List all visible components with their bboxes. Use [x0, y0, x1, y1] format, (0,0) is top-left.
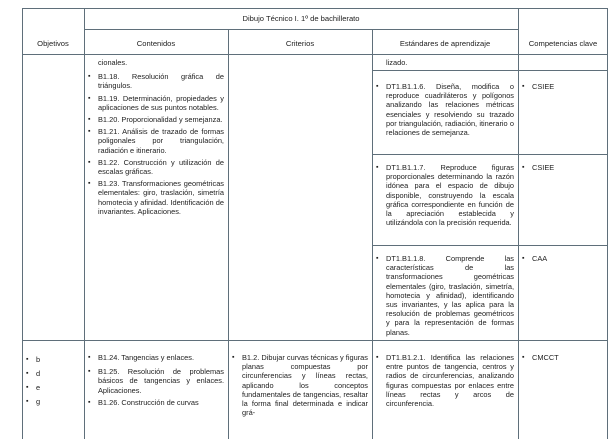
objetivo-text: g	[36, 397, 41, 406]
contenido-text: B1.21. Análisis de trazado de formas poligonales por triangulación, radiación e itinerario.	[98, 127, 224, 155]
contenidos-continued: cionales.	[98, 58, 128, 67]
list-item	[88, 127, 224, 155]
bullet-icon: ▪	[88, 116, 91, 124]
estandar-text: DT1.B1.1.8. Comprende las características de las transformaciones geométricas elementales (giro, traslación, simetría, homotecia y afinidad), identificando sus invariantes, y las aplica para la resolución de problemas geométricos y para la representación de formas planas.	[386, 254, 514, 337]
estandares-continued: lizado.	[386, 58, 408, 67]
bullet-icon: ▪	[26, 370, 29, 377]
contenido-text: B1.20. Proporcionalidad y semejanza.	[98, 115, 223, 125]
col-divider-1	[84, 8, 85, 439]
table-border-right	[607, 8, 608, 439]
bullet-icon: ▪	[232, 354, 235, 361]
list-item	[376, 353, 514, 408]
list-item	[88, 179, 224, 216]
row1-contenidos	[88, 58, 224, 216]
bullet-icon: ▪	[522, 164, 525, 171]
contenido-text: B1.23. Transformaciones geométricas elementales: giro, traslación, simetría homotecia y afinidad. Identificación de invariantes. Aplicaciones.	[98, 179, 224, 216]
objetivo-text: e	[36, 383, 41, 392]
competencia-text: CAA	[532, 254, 548, 263]
objetivo-text: b	[36, 355, 41, 364]
list-item	[26, 367, 80, 381]
estandar-text: DT1.B1.1.6. Diseña, modifica o reproduce cuadriláteros y polígonos analizando las relaciones métricas esenciales y resolviendo su trazado por triangulación, radiación, itinerario o relaciones de semejanza.	[386, 82, 514, 138]
estandares-divider-1	[372, 70, 608, 71]
row-divider	[22, 340, 608, 341]
contenidos-list	[88, 72, 224, 216]
header-divider	[22, 54, 608, 55]
bullet-icon: ▪	[376, 164, 379, 171]
bullet-icon: ▪	[26, 384, 29, 391]
table-border-top	[22, 8, 608, 9]
col-divider-2	[228, 29, 229, 439]
estandar-2	[376, 163, 514, 227]
list-item	[26, 395, 80, 409]
header-objetivos: Objetivos	[37, 39, 69, 48]
bullet-icon: ▪	[88, 354, 91, 361]
row2-contenidos	[88, 353, 224, 407]
contenido-text: B1.18. Resolución gráfica de triángulos.	[98, 72, 224, 91]
competencia-text: CSIEE	[532, 163, 555, 172]
title-divider	[84, 29, 518, 30]
table-border-left	[22, 8, 23, 439]
bullet-icon: ▪	[376, 83, 379, 90]
list-item	[88, 398, 224, 407]
bullet-icon: ▪	[522, 83, 525, 90]
bullet-icon: ▪	[88, 73, 91, 81]
bullet-icon: ▪	[88, 128, 91, 136]
estandar-3	[376, 254, 514, 337]
list-item	[522, 82, 606, 91]
competencia-2	[522, 163, 606, 172]
bullet-icon: ▪	[376, 255, 379, 262]
table-title: Dibujo Técnico I. 1º de bachillerato	[242, 14, 360, 23]
row2-criterios	[232, 353, 368, 417]
bullet-icon: ▪	[26, 356, 29, 363]
criterio-text: B1.2. Dibujar curvas técnicas y figuras planas compuestas por circunferencias y líneas rectas, aplicando los conceptos fundamentales de tangencias, resaltar la forma final determinada e indicar grá-	[242, 353, 368, 418]
estandares-divider-3	[372, 245, 608, 246]
estandar-text: DT1.B1.1.7. Reproduce figuras proporcionales determinando la razón idónea para el espacio de dibujo disponible, construyendo la escala gráfica correspondiente en función de la apreciación establecida y utilizándola con la precisión requerida.	[386, 163, 514, 228]
row2-competencias	[522, 353, 606, 362]
list-item	[232, 353, 368, 417]
list-item	[88, 115, 224, 124]
list-item	[88, 94, 224, 112]
list-item	[26, 381, 80, 395]
col-divider-3	[372, 29, 373, 439]
contenido-text: B1.25. Resolución de problemas básicos de tangencias y enlaces. Aplicaciones.	[98, 367, 224, 395]
row2-objetivos	[26, 353, 80, 409]
estandares-divider-2	[372, 154, 608, 155]
list-item	[522, 163, 606, 172]
col-divider-4	[518, 8, 519, 439]
estandar-1	[376, 82, 514, 137]
bullet-icon: ▪	[88, 398, 91, 406]
bullet-icon: ▪	[88, 368, 91, 376]
contenido-text: B1.22. Construcción y utilización de escalas gráficas.	[98, 157, 224, 177]
bullet-icon: ▪	[88, 94, 91, 102]
list-item	[88, 367, 224, 395]
header-contenidos: Contenidos	[136, 39, 176, 48]
contenido-text: B1.19. Determinación, propiedades y aplicaciones de sus puntos notables.	[98, 93, 224, 112]
list-item	[376, 82, 514, 137]
list-item	[522, 353, 606, 362]
contenido-text: B1.26. Construcción de curvas	[98, 397, 199, 407]
bullet-icon: ▪	[522, 354, 525, 361]
estandar-text: DT1.B1.2.1. Identifica las relaciones entre puntos de tangencia, centros y radios de circunferencias, analizando figuras compuestas por enlaces entre líneas rectas y arcos de circunferencia.	[386, 353, 514, 409]
bullet-icon: ▪	[26, 398, 29, 405]
header-estandares: Estándares de aprendizaje	[399, 39, 491, 48]
list-item	[26, 353, 80, 367]
bullet-icon: ▪	[376, 354, 379, 361]
list-item	[88, 353, 224, 362]
list-item	[376, 254, 514, 337]
header-competencias: Competencias clave	[528, 39, 598, 48]
row2-estandares	[376, 353, 514, 408]
competencia-text: CMCCT	[532, 353, 559, 362]
bullet-icon: ▪	[88, 180, 91, 188]
curriculum-table	[22, 8, 608, 439]
list-item	[88, 72, 224, 90]
competencia-text: CSIEE	[532, 82, 555, 91]
list-item	[376, 163, 514, 227]
objetivo-text: d	[36, 369, 41, 378]
competencia-1	[522, 82, 606, 91]
bullet-icon: ▪	[522, 255, 525, 262]
list-item	[522, 254, 606, 263]
contenido-text: B1.24. Tangencias y enlaces.	[98, 353, 195, 362]
list-item	[88, 158, 224, 176]
bullet-icon: ▪	[88, 158, 91, 166]
header-criterios: Criterios	[285, 39, 315, 48]
competencia-3	[522, 254, 606, 263]
